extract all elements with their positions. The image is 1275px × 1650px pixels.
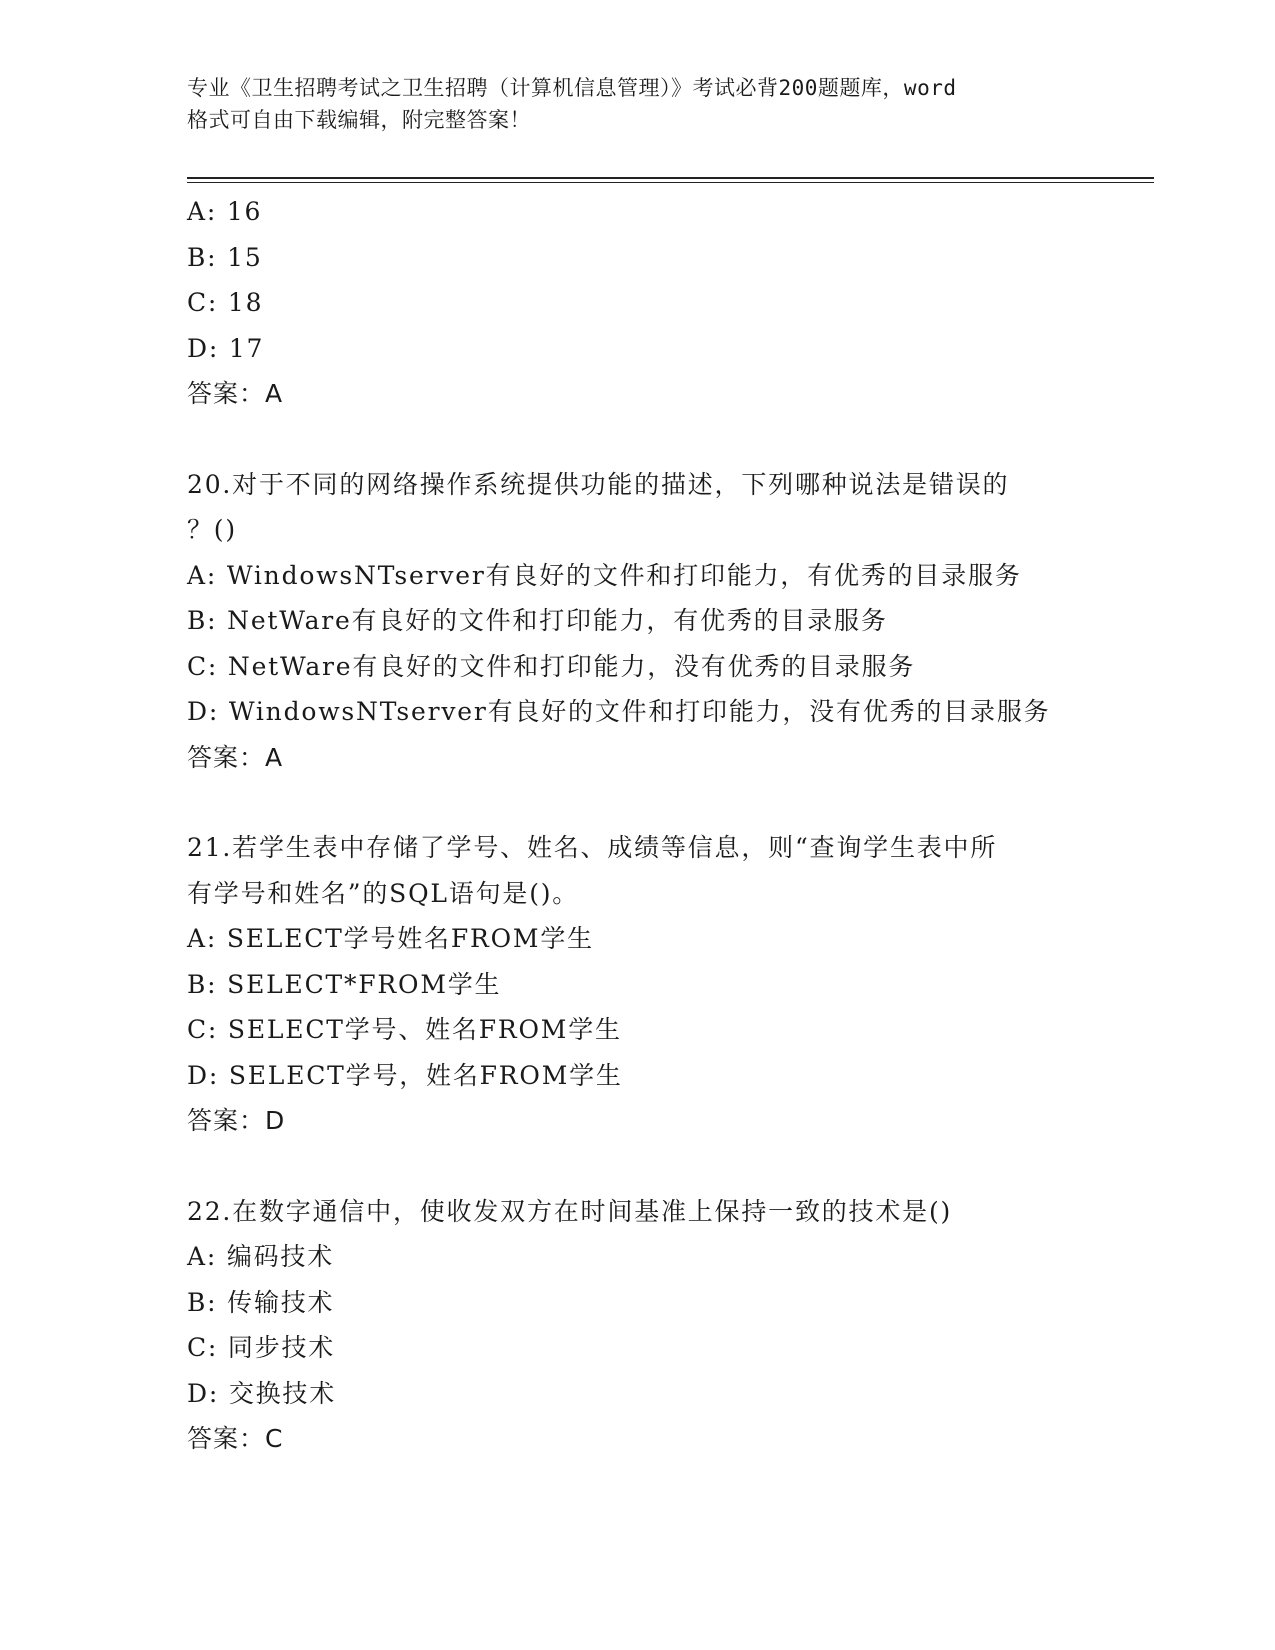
option-a: A: 编码技术 [187,1242,335,1271]
question-list [187,189,1087,1462]
option-c: C: 同步技术 [187,1333,336,1362]
header-divider-thick [187,177,1154,179]
option-c: C: NetWare有良好的文件和打印能力，没有优秀的目录服务 [187,651,916,681]
spacer [187,1144,1087,1189]
header-line-2: 格式可自由下载编辑，附完整答案！ [187,108,531,132]
question-stem-line-1: 21.若学生表中存储了学号、姓名、成绩等信息，则“查询学生表中所 [187,833,998,862]
answer-line: 答案：A [187,742,284,772]
answer-line: 答案：D [187,1106,286,1135]
answer-line: 答案：C [187,1424,284,1453]
question-stem-line-2: ？() [187,515,237,544]
question-21 [187,825,1087,1144]
question-stem-line-1: 20.对于不同的网络操作系统提供功能的描述，下列哪种说法是错误的 [187,469,1010,499]
spacer [187,417,1087,462]
option-a: A: SELECT学号姓名FROM学生 [187,924,594,953]
option-b: B: 传输技术 [187,1287,335,1317]
header-divider-thin [187,182,1154,183]
answer-line: 答案：A [187,379,284,408]
spacer [187,780,1087,825]
option-d: D: WindowsNTserver有良好的文件和打印能力，没有优秀的目录服务 [187,697,1051,726]
option-d: D: 交换技术 [187,1378,337,1408]
question-stem-line-1: 22.在数字通信中，使收发双方在时间基准上保持一致的技术是() [187,1196,953,1226]
option-b: B: NetWare有良好的文件和打印能力，有优秀的目录服务 [187,606,888,635]
question-19 [187,189,1087,417]
option-b: B: 15 [187,242,263,272]
document-header [187,72,1087,136]
question-20 [187,462,1087,781]
option-d: D: 17 [187,333,265,363]
option-d: D: SELECT学号，姓名FROM学生 [187,1060,623,1090]
option-b: B: SELECT*FROM学生 [187,969,502,999]
question-stem-line-2: 有学号和姓名”的SQL语句是()。 [187,878,580,908]
option-c: C: 18 [187,288,264,317]
header-line-1: 专业《卫生招聘考试之卫生招聘（计算机信息管理）》考试必背200题题库，word [187,76,957,100]
question-22 [187,1189,1087,1462]
option-a: A: WindowsNTserver有良好的文件和打印能力，有优秀的目录服务 [187,560,1022,590]
option-a: A: 16 [187,197,263,226]
option-c: C: SELECT学号、姓名FROM学生 [187,1015,622,1044]
